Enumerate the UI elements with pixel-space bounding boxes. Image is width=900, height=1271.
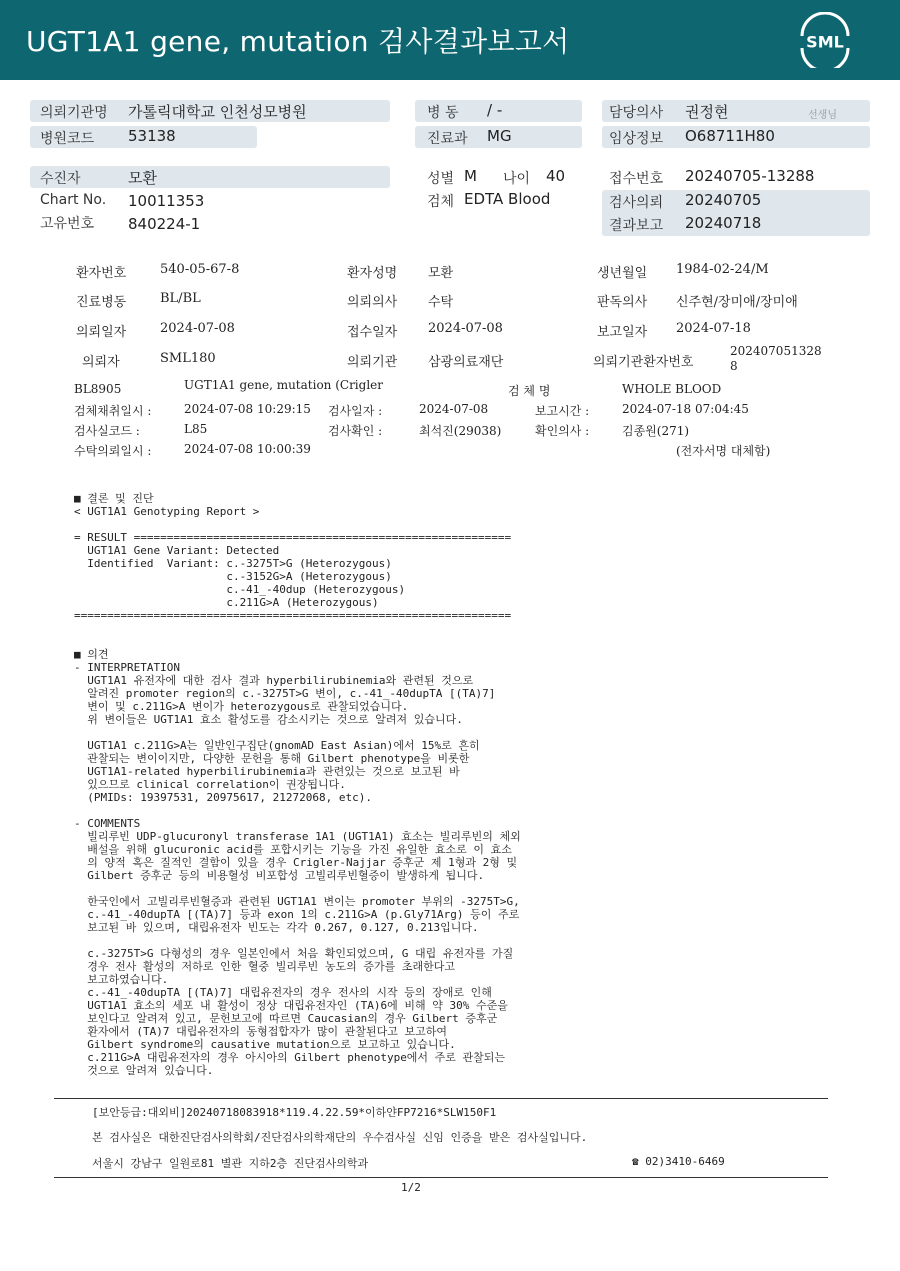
report-line: c.-41_-40dupTA [(TA)7] 등과 exon 1의 c.211G>A (p.Gly71Arg) 등이 주로 [74,908,520,921]
report-line: 위 변이들은 UGT1A1 효소 활성도를 감소시키는 것으로 알려져 있습니다. [74,713,463,726]
report-line: (PMIDs: 19397531, 20975617, 21272068, etc). [74,791,373,804]
report-line: Identified Variant: c.-3275T>G (Heterozygous) [74,557,392,570]
code-label: 병원코드 [40,131,95,147]
confirm-label: 검사확인 : [328,424,383,438]
ward-label: 병 동 [427,105,459,121]
report-line: 변이 및 c.211G>A 변이가 heterozygous로 관찰되었습니다. [74,700,409,713]
reg-no-value: 540-05-67-8 [160,262,240,277]
report-line: 의 양적 혹은 질적인 결함이 있을 경우 Crigler-Najjar 증후군 제 1형과 2형 및 [74,856,518,869]
lab-code-value: L85 [184,422,208,436]
consign-label: 수탁의뢰일시 : [74,444,152,458]
accession-value: 20240705-13288 [685,167,815,185]
birth-value: 1984-02-24/M [676,262,769,277]
report-line: 보고하였습니다. [74,973,169,986]
report-line: UGT1A1-related hyperbilirubinemia과 관련있는 것으로 보고된 바 [74,765,460,778]
org-label: 의뢰기관명 [40,105,108,121]
report-line: 보고된 바 있으며, 대립유전자 빈도는 각각 0.267, 0.127, 0.213입니다. [74,921,479,934]
report-line: c.211G>A (Heterozygous) [74,596,379,609]
report-line: UGT1A1 효소의 세포 내 활성이 정상 대립유전자인 (TA)6에 비해 약 30% 수준을 [74,999,508,1012]
sex-label: 성별 [427,171,455,187]
footer-bottom-rule [54,1177,828,1178]
report-line: 배설을 위해 glucuronic acid를 포합시키는 기능을 가진 유일한 효소로 이 효소 [74,843,512,856]
sex-value: M [464,167,477,185]
sc-ward-value: BL/BL [160,291,201,306]
report-value: 20240718 [685,214,762,232]
accession-label: 접수번호 [609,171,664,187]
sml-logo [796,12,854,68]
dept-value: MG [487,127,512,145]
inst-pt-value-1: 202407051328 [730,344,822,358]
doctor-label: 담당의사 [609,105,664,121]
chart-value: 10011353 [128,192,205,210]
report-line: - COMMENTS [74,817,141,830]
report-line: c.211G>A 대립유전자의 경우 아시아의 Gilbert phenotype에서 주로 관찰되는 [74,1051,506,1064]
report-line: c.-3275T>G 다형성의 경우 일본인에서 처음 확인되었으며, G 대립 유전자를 가질 [74,947,514,960]
report-line: 환자에서 (TA)7 대립유전자의 동형접합자가 많이 관찰된다고 보고하여 [74,1025,447,1038]
reg-no-label: 환자번호 [76,266,127,281]
sc-ward-label: 진료병동 [76,295,127,310]
test-name: UGT1A1 gene, mutation (Crigler [184,378,384,392]
inst-pt-value-2: 8 [730,359,738,373]
cert-line: 본 검사실은 대한진단검사의학회/진단검사의학재단의 우수검사실 신임 인증을 받은 검사실입니다. [92,1131,588,1144]
address-line: 서울시 강남구 일원로81 별관 지하2층 진단검사의학과 [92,1157,369,1170]
clinical-value: O68711H80 [685,127,775,145]
report-time-label: 보고시간 : [535,404,590,418]
footer-top-rule [54,1098,828,1099]
report-line: < UGT1A1 Genotyping Report > [74,505,260,518]
code-value: 53138 [128,127,176,145]
svg-text:SML: SML [806,32,844,52]
patient-label: 수진자 [40,171,81,187]
test-date-value: 2024-07-08 [419,402,489,416]
report-line: c.-41_-40dupTA [(TA)7] 대립유전자의 경우 전사의 시작 등의 장애로 인해 [74,986,492,999]
doctor-value: 권정현 [685,103,729,121]
report-line: 것으로 알려져 있습니다. [74,1064,214,1077]
report-line: 알려진 promoter region의 c.-3275T>G 변이, c.-41_-40dupTA [(TA)7] [74,687,496,700]
inst-pt-label: 의뢰기관환자번호 [593,355,694,370]
report-line: 한국인에서 고빌리루빈혈증과 관련된 UGT1A1 변이는 promoter 부위의 -3275T>G, [74,895,520,908]
report-line: UGT1A1 유전자에 대한 검사 결과 hyperbilirubinemia와 관련된 것으로 [74,674,474,687]
report-line: UGT1A1 Gene Variant: Detected [74,544,280,557]
uid-value: 840224-1 [128,215,201,233]
birth-label: 생년월일 [597,266,648,281]
dept-label: 진료과 [427,131,468,147]
name-label: 환자성명 [347,266,398,281]
confirm-dr-label: 확인의사 : [535,424,590,438]
report-line: UGT1A1 c.211G>A는 일반인구집단(gnomAD East Asian)에서 15%로 흔히 [74,739,480,752]
clinical-label: 임상정보 [609,131,664,147]
request-value: 20240705 [685,191,762,209]
inst-value: 삼광의료재단 [428,355,504,370]
reader-label: 판독의사 [597,295,648,310]
rec-date-label: 접수일자 [347,325,398,340]
collect-label: 검체채취일시 : [74,404,152,418]
reader-value: 신주현/장미애/장미애 [676,295,798,310]
rep-date-label: 보고일자 [597,325,648,340]
ward-value: / - [487,101,503,119]
report-line: 빌리루빈 UDP-glucuronyl transferase 1A1 (UGT1A1) 효소는 빌리루빈의 체외 [74,830,521,843]
requester-label: 의뢰자 [82,355,120,370]
test-date-label: 검사일자 : [328,404,383,418]
request-label: 검사의뢰 [609,195,664,211]
specimen-label: 검체 [427,194,455,210]
report-line: ■ 의견 [74,648,109,661]
age-label: 나이 [503,171,531,187]
report-line: 보인다고 알려져 있고, 문헌보고에 따르면 Caucasian의 경우 Gilbert 증후군 [74,1012,498,1025]
specimen-name-label: 검 체 명 [508,384,551,398]
report-line: ================================================================== [74,609,512,622]
requester-value: SML180 [160,351,216,366]
report-line: - INTERPRETATION [74,661,180,674]
org-value: 가톨릭대학교 인천성모병원 [128,103,307,121]
sc-doctor-label: 의뢰의사 [347,295,398,310]
specimen-name-value: WHOLE BLOOD [622,382,722,396]
report-line: c.-3152G>A (Heterozygous) [74,570,392,583]
sc-doctor-value: 수탁 [428,295,454,310]
rep-date-value: 2024-07-18 [676,321,751,336]
report-line: = RESULT ========================================================= [74,531,512,544]
name-value: 모환 [428,266,454,281]
report-label: 결과보고 [609,218,664,234]
report-line: Gilbert syndrome의 causative mutation으로 보고하고 있습니다. [74,1038,456,1051]
esign-note: (전자서명 대체함) [676,444,771,458]
test-code: BL8905 [74,382,122,396]
chart-label: Chart No. [40,192,107,208]
confirm-dr-value: 김종원(271) [622,424,690,438]
phone-line: ☎ 02)3410-6469 [632,1155,725,1168]
report-line: Gilbert 증후군 등의 비용혈성 비포합성 고빌리루빈혈증이 발생하게 됩니다. [74,869,485,882]
inst-label: 의뢰기관 [347,355,398,370]
collect-value: 2024-07-08 10:29:15 [184,402,311,416]
req-date-value: 2024-07-08 [160,321,235,336]
age-value: 40 [546,167,566,185]
report-title: UGT1A1 gene, mutation 검사결과보고서 [26,25,570,58]
consign-value: 2024-07-08 10:00:39 [184,442,311,456]
report-line: 관찰되는 변이이지만, 다양한 문헌을 통해 Gilbert phenotype을 비롯한 [74,752,470,765]
uid-label: 고유번호 [40,216,95,232]
report-line: 있으므로 clinical correlation이 권장됩니다. [74,778,346,791]
security-line: [보안등급:대외비]20240718083918*119.4.22.59*이하얀FP7216*SLW150F1 [92,1106,497,1119]
req-date-label: 의뢰일자 [76,325,127,340]
patient-value: 모환 [128,169,157,187]
specimen-value: EDTA Blood [464,190,551,208]
rec-date-value: 2024-07-08 [428,321,503,336]
report-line: c.-41_-40dup (Heterozygous) [74,583,406,596]
page-number: 1/2 [401,1181,421,1194]
doctor-suffix: 선생님 [808,110,837,121]
report-time-value: 2024-07-18 07:04:45 [622,402,749,416]
report-line: ■ 결론 및 진단 [74,492,154,505]
patient-box [30,166,390,188]
confirm-value: 최석진(29038) [419,424,502,438]
report-line: 경우 전사 활성의 저하로 인한 혈중 빌리루빈 농도의 증가를 초래한다고 [74,960,455,973]
lab-code-label: 검사실코드 : [74,424,140,438]
